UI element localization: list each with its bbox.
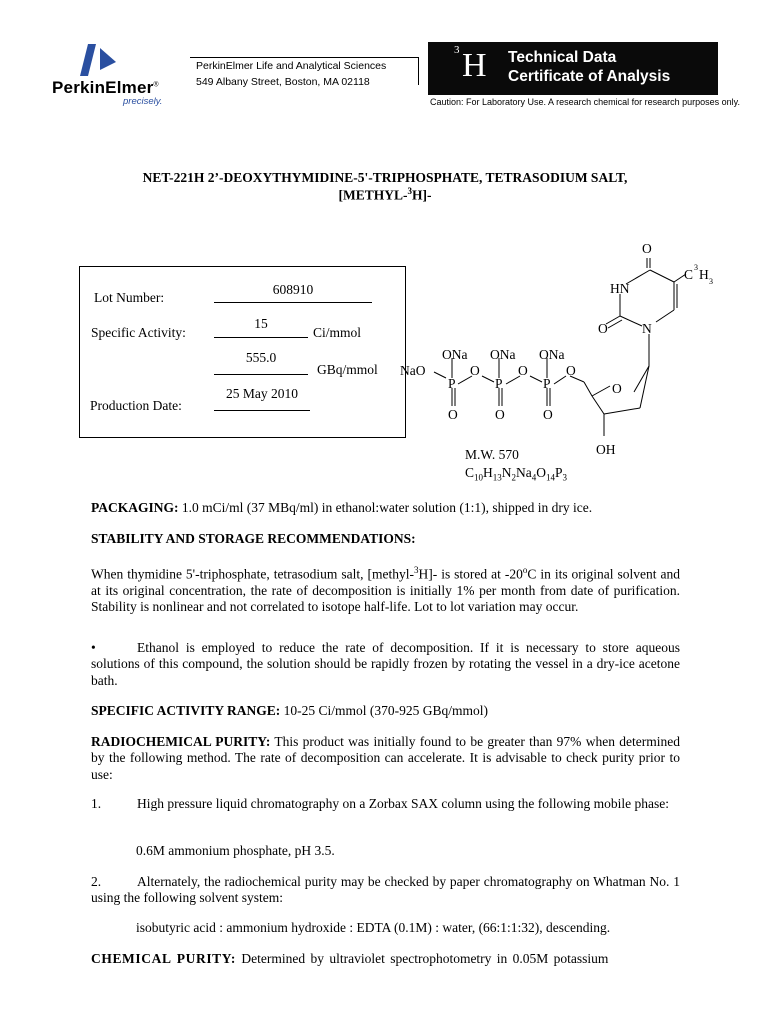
atom-o-double-1: O [448, 407, 458, 422]
activity-range-heading: SPECIFIC ACTIVITY RANGE: [91, 703, 281, 718]
specific-activity-ci-unit: Ci/mmol [313, 325, 362, 340]
product-title-line-1: NET-221H 2’-DEOXYTHYMIDINE-5'-TRIPHOSPHATE, TETRASODIUM SALT, [142, 170, 628, 185]
formula-o: O [536, 465, 547, 480]
doc-title-line-1: Technical Data [508, 49, 617, 66]
stability-heading: STABILITY AND STORAGE RECOMMENDATIONS: [91, 531, 416, 546]
formula-c: C [465, 465, 475, 480]
production-date-value: 25 May 2010 [214, 386, 310, 411]
chemical-purity-paragraph [91, 951, 680, 967]
atom-nao: NaO [400, 363, 426, 378]
atom-o-bridge-3: O [566, 363, 576, 378]
method-item-2 [91, 874, 680, 907]
doc-title-line-2: Certificate of Analysis [508, 68, 671, 85]
atom-n: N [642, 321, 652, 336]
radiochemical-purity-paragraph [91, 734, 680, 783]
atom-o-top: O [642, 241, 652, 256]
method-item-1 [91, 796, 680, 812]
product-title-line-2 [0, 186, 770, 204]
atom-ona-2: ONa [490, 347, 516, 362]
lot-number-value: 608910 [214, 282, 372, 303]
lot-number-label: Lot Number: [94, 290, 165, 305]
method-1-text: High pressure liquid chromatography on a Zorbax SAX column using the following mobile phase: [137, 796, 670, 811]
molecular-formula [465, 465, 567, 483]
atom-o-bridge-2: O [518, 363, 528, 378]
company-name [52, 78, 159, 98]
packaging-heading: PACKAGING: [91, 500, 179, 515]
specific-activity-ci-value: 15 [214, 316, 308, 338]
atom-o-left: O [598, 321, 608, 336]
address-line-1: PerkinElmer Life and Analytical Sciences [196, 60, 387, 72]
formula-na: Na [516, 465, 532, 480]
registered-mark: ® [153, 81, 159, 89]
formula-p-count: 3 [562, 472, 568, 483]
atom-c-methyl-sup: 3 [694, 263, 698, 272]
packaging-paragraph [91, 500, 680, 516]
atom-c-methyl: C [684, 267, 694, 282]
caution-note: Caution: For Laboratory Use. A research chemical for research purposes only. [430, 97, 740, 107]
stability-sup-degree: o [522, 565, 528, 575]
method-2-solvent-system: isobutyric acid : ammonium hydroxide : EDTA (0.1M) : water, (66:1:1:32), descending. [136, 920, 611, 935]
atom-o-double-2: O [495, 407, 505, 422]
company-name-text: PerkinElmer [52, 78, 154, 97]
formula-h-count: 13 [492, 472, 502, 483]
chemical-structure [396, 236, 726, 466]
atom-p-3: P [543, 376, 551, 391]
stability-sup-3: 3 [413, 565, 419, 575]
specific-activity-gbq-unit: GBq/mmol [317, 362, 378, 377]
formula-n: N [501, 465, 512, 480]
isotope-mass-number: 3 [454, 44, 460, 56]
address-line-2: 549 Albany Street, Boston, MA 02118 [196, 76, 370, 88]
method-2-text: Alternately, the radiochemical purity may be checked by paper chromatography on Whatman No. 1 using the following solvent system: [91, 874, 680, 906]
production-date-label: Production Date: [90, 398, 182, 413]
atom-h-methyl-sub: 3 [709, 277, 713, 286]
radiochemical-purity-text: This product was initially found to be greater than 97% when determined by the following method. The rate of decomposition can accelerate. It is advisable to check purity prior to use: [91, 734, 680, 782]
atom-ona-1: ONa [442, 347, 468, 362]
atom-p-2: P [495, 376, 503, 391]
stability-text-c: C in its original solvent and at its original concentration, the rate of decomposition is initially 1% per month from date of purification. Stability is nonlinear and not correlated to isotope half-life. Lot to lot variation may occur. [91, 566, 680, 615]
atom-ona-3: ONa [539, 347, 565, 362]
formula-o-count: 14 [546, 472, 556, 483]
title-isotope-superscript: 3 [407, 186, 412, 196]
formula-na-count: 4 [531, 472, 537, 483]
formula-p: P [555, 465, 563, 480]
isotope-symbol: H [462, 47, 487, 84]
molecular-weight: M.W. 570 [465, 447, 519, 462]
formula-c-count: 10 [474, 472, 484, 483]
method-1-mobile-phase: 0.6M ammonium phosphate, pH 3.5. [136, 843, 335, 858]
chemical-purity-text: Determined by ultraviolet spectrophotometry in 0.05M potassium [236, 951, 609, 966]
activity-range-paragraph [91, 703, 680, 719]
specific-activity-label: Specific Activity: [91, 325, 186, 340]
title-line-2-pre: [METHYL- [338, 187, 408, 203]
activity-range-text: 10-25 Ci/mmol (370-925 GBq/mmol) [280, 703, 489, 718]
atom-p-1: P [448, 376, 456, 391]
title-line-2-post: H]- [412, 187, 432, 203]
atom-o-double-3: O [543, 407, 553, 422]
stability-text-a: When thymidine 5'-triphosphate, tetrasodium salt, [methyl- [91, 566, 414, 582]
atom-o-ring: O [612, 381, 622, 396]
formula-h: H [483, 465, 493, 480]
atom-oh: OH [596, 442, 616, 457]
formula-n-count: 2 [511, 472, 517, 483]
packaging-text: 1.0 mCi/ml (37 MBq/ml) in ethanol:water solution (1:1), shipped in dry ice. [178, 500, 593, 515]
atom-o-bridge-1: O [470, 363, 480, 378]
stability-text-b: H]- is stored at -20 [418, 566, 523, 582]
radiochemical-purity-heading: RADIOCHEMICAL PURITY: [91, 734, 271, 749]
bullet-mark: • [91, 640, 96, 655]
stability-paragraph [91, 562, 680, 615]
bullet-text: Ethanol is employed to reduce the rate of decomposition. If it is necessary to store aqueous solutions of this compound, the solution should be rapidly frozen by rotating the vessel in a dry-ice acetone bath. [91, 640, 680, 688]
atom-hn: HN [610, 281, 630, 296]
chemical-purity-heading: CHEMICAL PURITY: [91, 951, 236, 966]
specific-activity-gbq-value: 555.0 [214, 350, 308, 375]
method-2-number: 2. [91, 874, 102, 889]
company-tagline: precisely. [123, 96, 163, 107]
method-1-number: 1. [91, 796, 102, 811]
stability-bullet-paragraph [91, 640, 680, 689]
atom-h-methyl: H [699, 267, 709, 282]
